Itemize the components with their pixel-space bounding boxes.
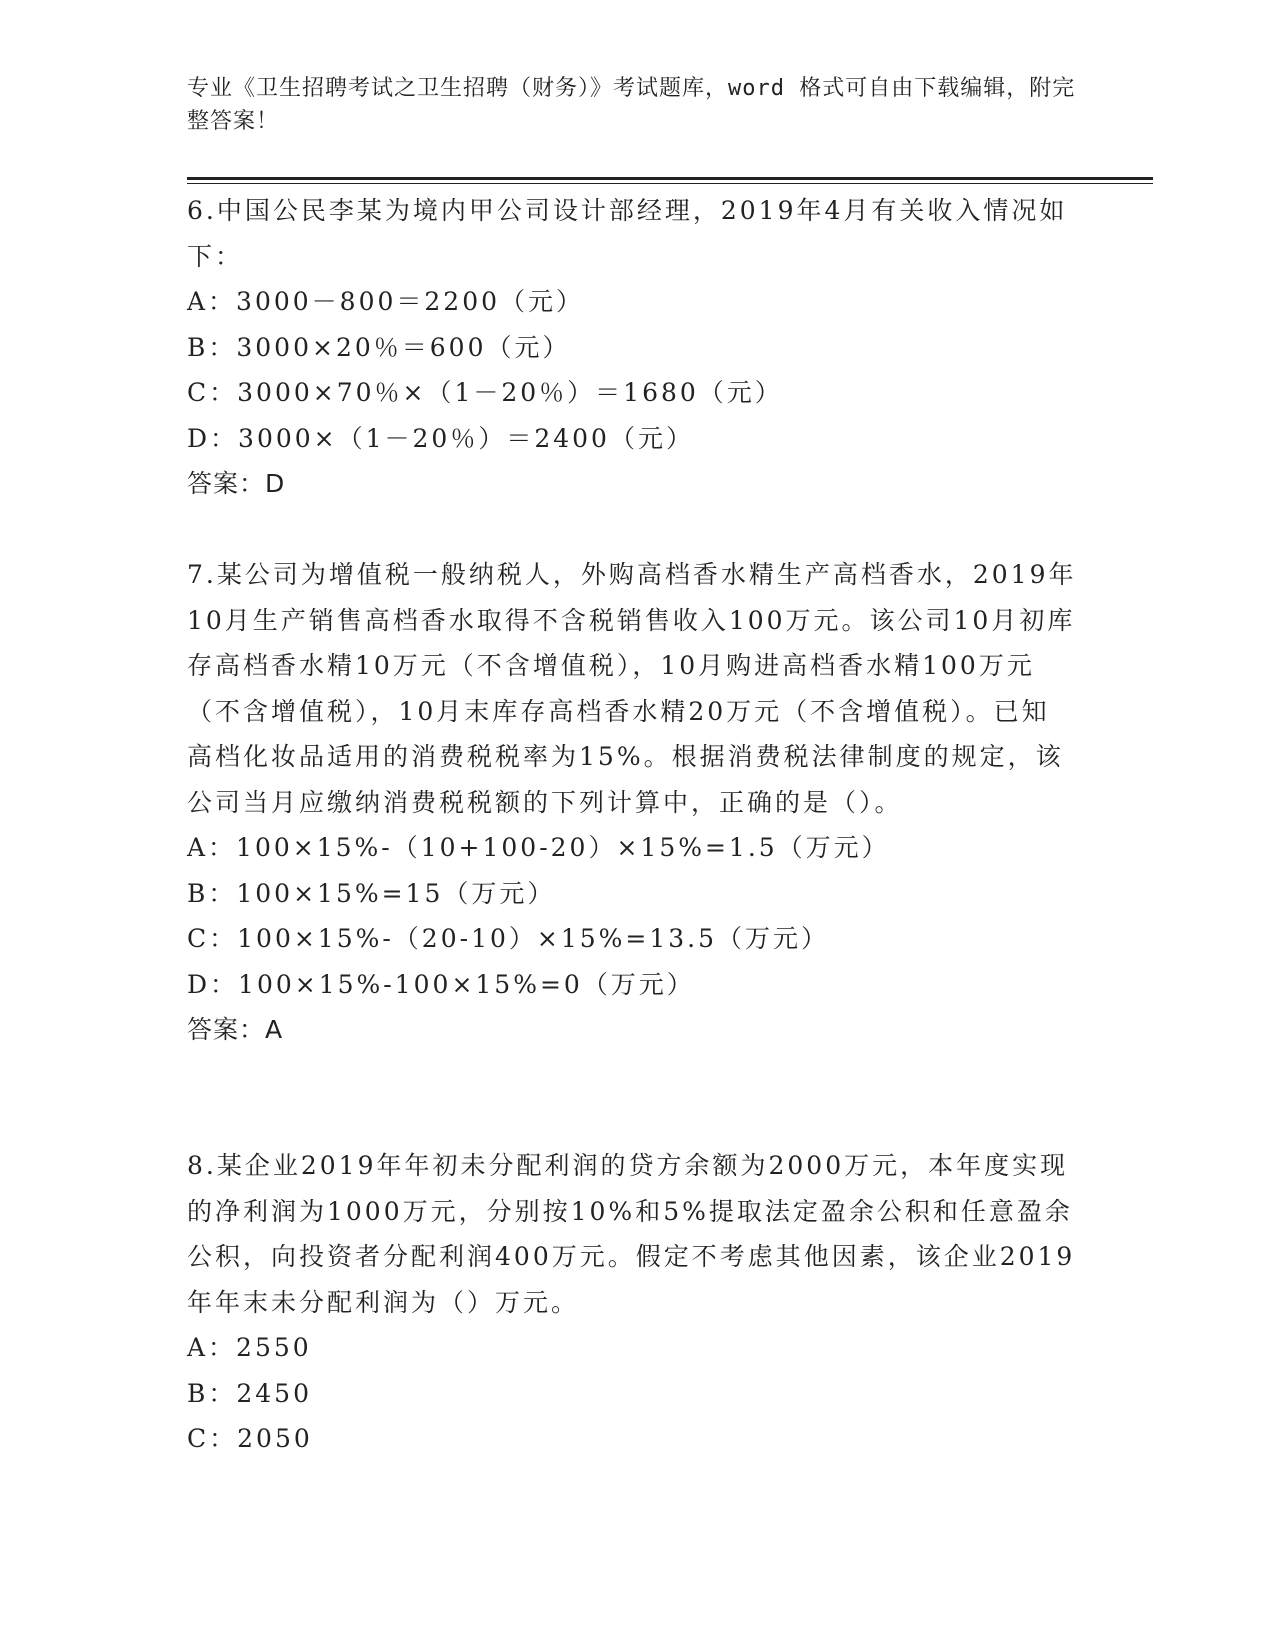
option-b: B：100×15%=15（万元） xyxy=(187,878,556,908)
header-divider-thin xyxy=(187,183,1153,184)
option-b: B：3000×20％＝600（元） xyxy=(187,332,571,362)
option-b: B：2450 xyxy=(187,1378,312,1408)
header-divider-thick xyxy=(187,177,1153,180)
question-stem: 8.某企业2019年年初未分配利润的贷方余额为2000万元，本年度实现的净利润为1000万元，分别按10%和5%提取法定盈余公积和任意盈余公积，向投资者分配利润400万元。假定不考虑其他因素，该企业2019年年末未分配利润为（）万元。 xyxy=(187,1151,1076,1317)
option-a: A：2550 xyxy=(187,1333,312,1362)
option-d: D：3000×（1－20％）＝2400（元） xyxy=(187,423,694,453)
question-stem: 6.中国公民李某为境内甲公司设计部经理，2019年4月有关收入情况如下： xyxy=(187,196,1068,271)
option-a: A：3000－800＝2200（元） xyxy=(187,287,585,316)
question-6 xyxy=(187,188,1077,507)
option-a: A：100×15%-（10+100-20）×15%=1.5（万元） xyxy=(187,833,890,862)
question-7 xyxy=(187,552,1077,1053)
answer: 答案：D xyxy=(187,469,286,498)
document-header: 专业《卫生招聘考试之卫生招聘（财务）》考试题库，word 格式可自由下载编辑，附完整答案！ xyxy=(187,76,1076,134)
question-stem: 7.某公司为增值税一般纳税人，外购高档香水精生产高档香水，2019年10月生产销售高档香水取得不含税销售收入100万元。该公司10月初库存高档香水精10万元（不含增值税），10月购进高档香水精100万元（不含增值税），10月末库存高档香水精20万元（不含增值税）。已知高档化妆品适用的消费税税率为15%。根据消费税法律制度的规定，该公司当月应缴纳消费税税额的下列计算中，正确的是（）。 xyxy=(187,560,1077,817)
option-c: C：2050 xyxy=(187,1424,313,1453)
option-c: C：100×15%-（20-10）×15%=13.5（万元） xyxy=(187,924,830,953)
answer: 答案：A xyxy=(187,1015,284,1044)
question-8 xyxy=(187,1143,1077,1462)
option-d: D：100×15%-100×15%=0（万元） xyxy=(187,969,695,999)
option-c: C：3000×70％×（1－20％）＝1680（元） xyxy=(187,378,783,407)
